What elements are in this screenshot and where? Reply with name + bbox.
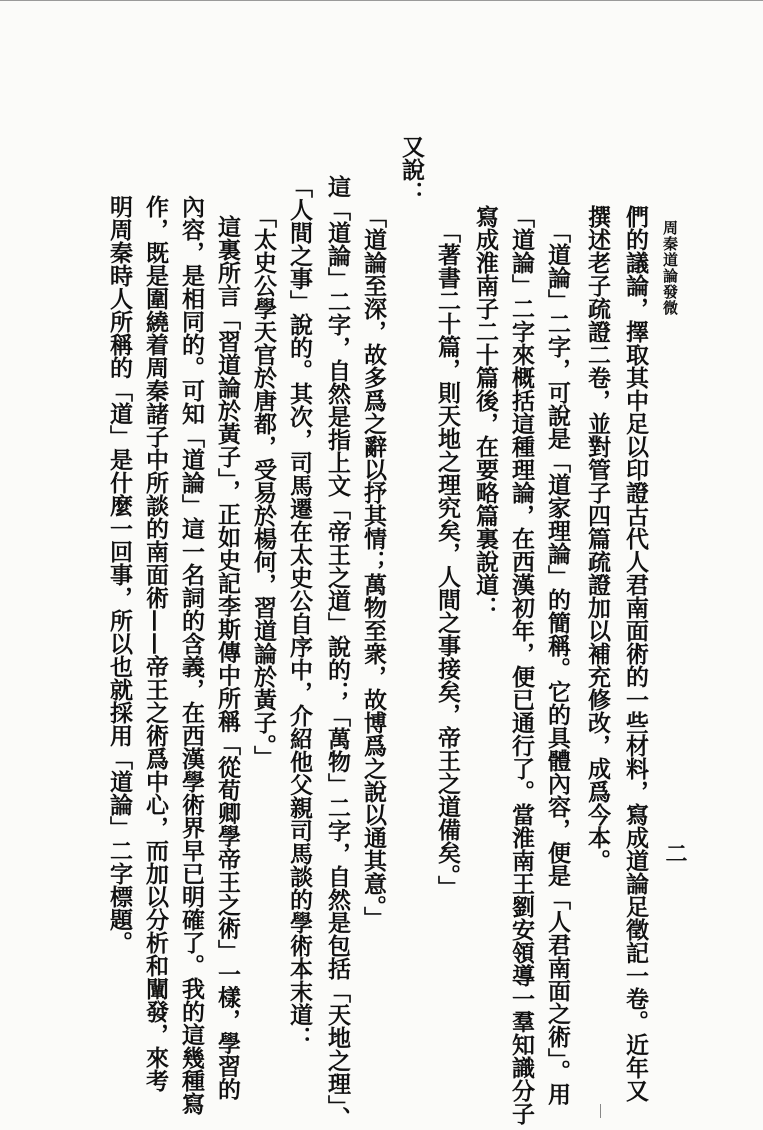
text-column-9: 這裏所言「習道論於黃子」，正如史記李斯傳中所稱「從荀卿學帝王之術」一樣，學習的 (214, 215, 241, 1101)
text-column-8: 「人間之事」說的。其次，司馬遷在太史公自序中，介紹他父親司馬談的學術本末道： (286, 175, 313, 1049)
text-column-10: 內容，是相同的。可知「道論」這一名詞的含義，在西漢學術界早已明確了。我的這幾種寫 (178, 195, 205, 1115)
quote-column-1: 「著書二十篇，則天地之理究矣，人間之事接矣，帝王之道備矣。」 (434, 220, 461, 899)
text-column-6: 又說： (398, 135, 425, 204)
text-column-5: 寫成淮南子二十篇後，在要略篇裏說道： (472, 205, 499, 619)
text-column-4: 「道論」二字來概括這種理論，在西漢初年，便已通行了。當淮南王劉安領導一羣知識分子 (508, 205, 535, 1125)
text-column-1: 們的議論，擇取其中足以印證古代人君南面術的一些材料，寫成道論足徵記一卷。近年又 (622, 205, 649, 1102)
text-column-11: 作，既是圍繞着周秦諸子中所談的南面術——帝王之術爲中心，而加以分析和闡發，來考 (142, 195, 169, 1092)
text-column-3: 「道論」二字，可說是「道家理論」的簡稱。它的具體內容，便是「人君南面之術」。用 (544, 220, 571, 1106)
text-column-2: 撰述老子疏證二卷，並對管子四篇疏證加以補充修改，成爲今本。 (584, 205, 611, 872)
running-title: 周秦道論發微 (661, 220, 679, 316)
text-column-7: 這「道論」二字，自然是指上文「帝王之道」說的；「萬物」二字，自然是包括「天地之理」、 (324, 175, 351, 1130)
quote-column-3: 「太史公學天官於唐都，受易於楊何，習道論於黃子。」 (250, 205, 277, 769)
quote-column-2: 「道論至深，故多爲之辭以抒其情；萬物至衆，故博爲之說以通其意。」 (360, 205, 387, 930)
scan-mark (600, 1104, 601, 1118)
page-number: 二 (662, 842, 688, 864)
text-column-12: 明周秦時人所稱的「道」是什麼一回事，所以也就採用「道論」二字標題。 (106, 195, 133, 954)
